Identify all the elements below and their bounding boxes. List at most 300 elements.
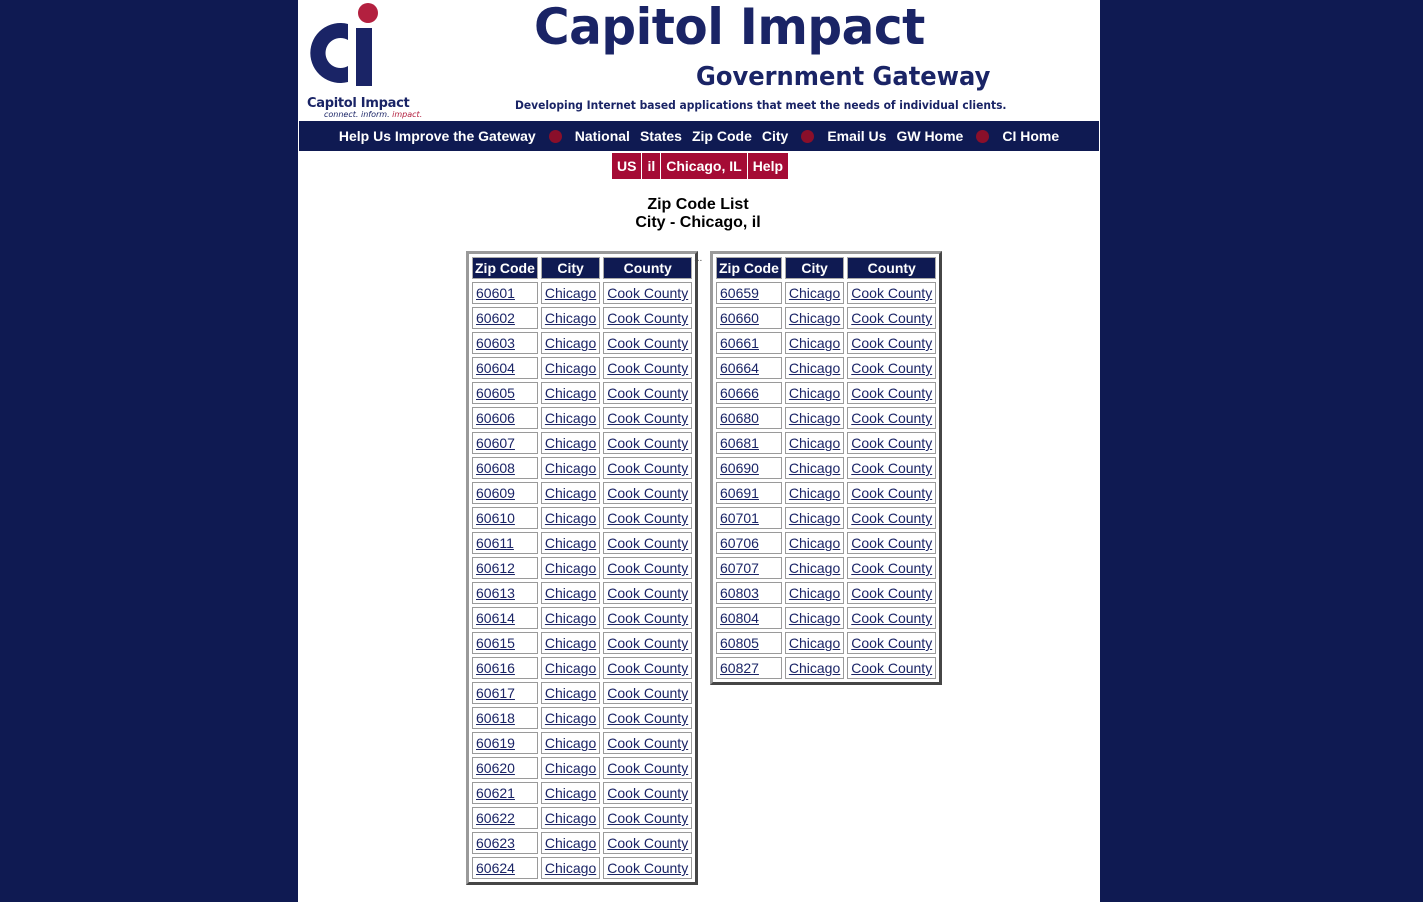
zip-link[interactable]: 60604 (476, 360, 515, 376)
county-link[interactable]: Cook County (851, 335, 933, 351)
table-cell (472, 382, 538, 404)
county-link[interactable]: Cook County (607, 310, 689, 326)
county-link[interactable]: Cook County (607, 360, 689, 376)
table-cell (603, 432, 692, 454)
zip-link[interactable]: 60623 (476, 835, 515, 851)
site-tagline: Developing Internet based applications that meet the needs of individual clients. (515, 98, 1007, 112)
city-link[interactable]: Chicago (544, 660, 597, 676)
zip-link[interactable]: 60681 (720, 435, 759, 451)
table-cell (603, 607, 692, 629)
table-cell (603, 507, 692, 529)
table-cell (716, 307, 782, 329)
table-cell (603, 857, 692, 879)
city-link[interactable]: Chicago (544, 385, 597, 401)
city-link[interactable]: Chicago (788, 635, 841, 651)
nav-bullet-icon (549, 130, 562, 143)
zip-link[interactable]: 60706 (720, 535, 759, 551)
table-cell (716, 332, 782, 354)
table-cell (472, 632, 538, 654)
zip-link[interactable]: 60608 (476, 460, 515, 476)
nav-zip-code[interactable]: Zip Code (691, 128, 752, 144)
column-header-zip: Zip Code (716, 257, 782, 279)
table-cell (603, 632, 692, 654)
breadcrumb-state[interactable]: il (642, 153, 661, 179)
table-cell (785, 657, 844, 679)
zip-link[interactable]: 60609 (476, 485, 515, 501)
table-row (716, 657, 936, 679)
county-link[interactable]: Cook County (851, 460, 933, 476)
city-link[interactable]: Chicago (788, 335, 841, 351)
county-link[interactable]: Cook County (851, 435, 933, 451)
city-link[interactable]: Chicago (544, 485, 597, 501)
table-row (716, 507, 936, 529)
county-link[interactable]: Cook County (607, 810, 689, 826)
zip-link[interactable]: 60827 (720, 660, 759, 676)
city-link[interactable]: Chicago (544, 535, 597, 551)
table-cell (472, 832, 538, 854)
zip-link[interactable]: 60804 (720, 610, 759, 626)
city-link[interactable]: Chicago (788, 435, 841, 451)
breadcrumb (612, 153, 788, 179)
site-subtitle: Government Gateway (696, 62, 991, 92)
city-link[interactable]: Chicago (544, 835, 597, 851)
table-cell (541, 657, 600, 679)
table-cell (541, 357, 600, 379)
table-cell (472, 457, 538, 479)
table-cell (472, 532, 538, 554)
table-row (472, 757, 692, 779)
table-cell (716, 582, 782, 604)
table-row (472, 782, 692, 804)
zip-table-left (466, 251, 698, 885)
table-cell (472, 407, 538, 429)
county-link[interactable]: Cook County (607, 760, 689, 776)
county-link[interactable]: Cook County (607, 785, 689, 801)
table-row (472, 532, 692, 554)
county-link[interactable]: Cook County (607, 435, 689, 451)
county-link[interactable]: Cook County (851, 610, 933, 626)
table-separator: ... (694, 253, 703, 264)
zip-link[interactable]: 60803 (720, 585, 759, 601)
table-row (716, 557, 936, 579)
nav-states[interactable]: States (639, 128, 682, 144)
city-link[interactable]: Chicago (788, 535, 841, 551)
nav-national[interactable]: National (574, 128, 630, 144)
table-cell (541, 857, 600, 879)
table-cell (716, 632, 782, 654)
county-link[interactable]: Cook County (607, 685, 689, 701)
county-link[interactable]: Cook County (607, 460, 689, 476)
county-link[interactable]: Cook County (607, 485, 689, 501)
table-cell (716, 382, 782, 404)
table-cell (847, 532, 936, 554)
table-cell (785, 457, 844, 479)
table-cell (785, 432, 844, 454)
table-row (716, 457, 936, 479)
county-link[interactable]: Cook County (851, 410, 933, 426)
table-cell (785, 307, 844, 329)
table-cell (716, 532, 782, 554)
table-cell (472, 557, 538, 579)
county-link[interactable]: Cook County (607, 410, 689, 426)
city-link[interactable]: Chicago (788, 485, 841, 501)
breadcrumb-help[interactable]: Help (748, 153, 788, 179)
column-header-county: County (847, 257, 936, 279)
main-nav (299, 121, 1099, 151)
zip-link[interactable]: 60620 (476, 760, 515, 776)
nav-improve-gateway[interactable]: Help Us Improve the Gateway (338, 128, 536, 144)
table-cell (472, 657, 538, 679)
nav-bullet-icon (976, 130, 989, 143)
table-cell (785, 557, 844, 579)
county-link[interactable]: Cook County (851, 285, 933, 301)
city-link[interactable]: Chicago (544, 735, 597, 751)
table-row (472, 407, 692, 429)
table-row (472, 482, 692, 504)
county-link[interactable]: Cook County (851, 510, 933, 526)
table-row (716, 332, 936, 354)
table-cell (603, 457, 692, 479)
zip-link[interactable]: 60660 (720, 310, 759, 326)
city-link[interactable]: Chicago (544, 635, 597, 651)
table-cell (541, 532, 600, 554)
zip-link[interactable]: 60610 (476, 510, 515, 526)
table-cell (472, 357, 538, 379)
table-cell (785, 532, 844, 554)
table-row (716, 282, 936, 304)
city-link[interactable]: Chicago (788, 460, 841, 476)
table-cell (603, 832, 692, 854)
city-link[interactable]: Chicago (544, 860, 597, 876)
table-cell (785, 507, 844, 529)
table-row (716, 432, 936, 454)
table-cell (785, 632, 844, 654)
table-cell (541, 382, 600, 404)
zip-link[interactable]: 60605 (476, 385, 515, 401)
table-cell (603, 707, 692, 729)
breadcrumb-us[interactable]: US (612, 153, 642, 179)
table-cell (541, 482, 600, 504)
nav-gw-home[interactable]: GW Home (896, 128, 964, 144)
table-cell (716, 457, 782, 479)
table-cell (847, 457, 936, 479)
table-cell (603, 382, 692, 404)
table-row (716, 382, 936, 404)
table-cell (472, 282, 538, 304)
county-link[interactable]: Cook County (851, 635, 933, 651)
county-link[interactable]: Cook County (607, 610, 689, 626)
table-cell (785, 407, 844, 429)
table-cell (603, 582, 692, 604)
logo-name: Capitol Impact (307, 96, 410, 111)
county-link[interactable]: Cook County (851, 385, 933, 401)
zip-link[interactable]: 60614 (476, 610, 515, 626)
zip-link[interactable]: 60701 (720, 510, 759, 526)
table-cell (603, 282, 692, 304)
site-header (298, 0, 1100, 121)
table-cell (472, 757, 538, 779)
table-cell (472, 607, 538, 629)
county-link[interactable]: Cook County (607, 735, 689, 751)
county-link[interactable]: Cook County (607, 660, 689, 676)
zip-link[interactable]: 60661 (720, 335, 759, 351)
table-cell (541, 707, 600, 729)
column-header-zip: Zip Code (472, 257, 538, 279)
nav-city[interactable]: City (761, 128, 789, 144)
table-cell (847, 607, 936, 629)
county-link[interactable]: Cook County (607, 335, 689, 351)
table-cell (541, 282, 600, 304)
zip-link[interactable]: 60615 (476, 635, 515, 651)
city-link[interactable]: Chicago (544, 610, 597, 626)
table-cell (716, 282, 782, 304)
ci-logo-icon (304, 2, 394, 97)
county-link[interactable]: Cook County (851, 360, 933, 376)
logo-tagline-part2: impact. (392, 110, 423, 119)
table-cell (603, 357, 692, 379)
table-row (472, 807, 692, 829)
city-link[interactable]: Chicago (544, 785, 597, 801)
logo-tagline-part1: connect. inform. (324, 110, 390, 119)
table-row (716, 582, 936, 604)
city-link[interactable]: Chicago (788, 310, 841, 326)
table-row (472, 657, 692, 679)
table-cell (847, 307, 936, 329)
zip-link[interactable]: 60707 (720, 560, 759, 576)
column-header-city: City (785, 257, 844, 279)
zip-link[interactable]: 60621 (476, 785, 515, 801)
table-cell (472, 807, 538, 829)
city-link[interactable]: Chicago (788, 560, 841, 576)
table-cell (603, 532, 692, 554)
table-cell (785, 482, 844, 504)
zip-link[interactable]: 60666 (720, 385, 759, 401)
county-link[interactable]: Cook County (607, 860, 689, 876)
column-header-city: City (541, 257, 600, 279)
table-cell (541, 832, 600, 854)
table-row (472, 607, 692, 629)
table-cell (785, 607, 844, 629)
table-cell (472, 857, 538, 879)
county-link[interactable]: Cook County (851, 310, 933, 326)
county-link[interactable]: Cook County (607, 585, 689, 601)
zip-link[interactable]: 60613 (476, 585, 515, 601)
zip-link[interactable]: 60618 (476, 710, 515, 726)
table-row (472, 632, 692, 654)
table-row (716, 482, 936, 504)
county-link[interactable]: Cook County (851, 485, 933, 501)
zip-link[interactable]: 60680 (720, 410, 759, 426)
table-cell (541, 682, 600, 704)
city-link[interactable]: Chicago (788, 410, 841, 426)
county-link[interactable]: Cook County (607, 535, 689, 551)
table-row (716, 357, 936, 379)
table-cell (603, 657, 692, 679)
table-row (716, 307, 936, 329)
table-cell (603, 807, 692, 829)
nav-email-us[interactable]: Email Us (827, 128, 887, 144)
table-row (472, 707, 692, 729)
zip-link[interactable]: 60616 (476, 660, 515, 676)
zip-link[interactable]: 60691 (720, 485, 759, 501)
zip-table-right (710, 251, 942, 685)
county-link[interactable]: Cook County (851, 560, 933, 576)
table-cell (785, 332, 844, 354)
table-cell (716, 432, 782, 454)
column-header-county: County (603, 257, 692, 279)
city-link[interactable]: Chicago (544, 410, 597, 426)
county-link[interactable]: Cook County (607, 285, 689, 301)
county-link[interactable]: Cook County (607, 710, 689, 726)
zip-link[interactable]: 60659 (720, 285, 759, 301)
table-cell (541, 732, 600, 754)
county-link[interactable]: Cook County (851, 535, 933, 551)
city-link[interactable]: Chicago (544, 585, 597, 601)
nav-bullet-icon (801, 130, 814, 143)
zip-link[interactable]: 60603 (476, 335, 515, 351)
city-link[interactable]: Chicago (544, 460, 597, 476)
city-link[interactable]: Chicago (544, 335, 597, 351)
table-cell (603, 307, 692, 329)
table-row (472, 332, 692, 354)
table-cell (847, 482, 936, 504)
table-cell (603, 482, 692, 504)
table-cell (541, 307, 600, 329)
table-cell (541, 407, 600, 429)
table-cell (785, 382, 844, 404)
zip-link[interactable]: 60606 (476, 410, 515, 426)
table-cell (847, 632, 936, 654)
zip-link[interactable]: 60619 (476, 735, 515, 751)
site-title: Capitol Impact (534, 0, 925, 56)
table-cell (847, 357, 936, 379)
table-cell (716, 507, 782, 529)
table-cell (472, 332, 538, 354)
zip-link[interactable]: 60601 (476, 285, 515, 301)
table-row (472, 507, 692, 529)
county-link[interactable]: Cook County (607, 835, 689, 851)
city-link[interactable]: Chicago (544, 710, 597, 726)
table-cell (541, 332, 600, 354)
table-cell (847, 657, 936, 679)
city-link[interactable]: Chicago (788, 610, 841, 626)
table-cell (541, 507, 600, 529)
table-row (472, 582, 692, 604)
table-row (472, 857, 692, 879)
table-row (472, 557, 692, 579)
zip-link[interactable]: 60622 (476, 810, 515, 826)
table-cell (847, 557, 936, 579)
table-row (472, 382, 692, 404)
table-cell (472, 782, 538, 804)
zip-link[interactable]: 60805 (720, 635, 759, 651)
table-cell (541, 582, 600, 604)
table-cell (847, 382, 936, 404)
county-link[interactable]: Cook County (851, 660, 933, 676)
table-cell (472, 732, 538, 754)
county-link[interactable]: Cook County (607, 635, 689, 651)
table-cell (603, 682, 692, 704)
county-link[interactable]: Cook County (851, 585, 933, 601)
county-link[interactable]: Cook County (607, 510, 689, 526)
city-link[interactable]: Chicago (788, 585, 841, 601)
table-cell (716, 557, 782, 579)
table-cell (472, 307, 538, 329)
logo-tagline (324, 110, 422, 119)
table-cell (847, 507, 936, 529)
table-cell (847, 432, 936, 454)
zip-link[interactable]: 60624 (476, 860, 515, 876)
table-row (472, 832, 692, 854)
table-cell (603, 557, 692, 579)
city-link[interactable]: Chicago (544, 360, 597, 376)
city-link[interactable]: Chicago (788, 660, 841, 676)
zip-link[interactable]: 60690 (720, 460, 759, 476)
zip-link[interactable]: 60612 (476, 560, 515, 576)
nav-ci-home[interactable]: CI Home (1002, 128, 1060, 144)
table-row (716, 607, 936, 629)
table-cell (716, 657, 782, 679)
city-link[interactable]: Chicago (544, 560, 597, 576)
city-link[interactable]: Chicago (544, 435, 597, 451)
table-cell (716, 407, 782, 429)
table-row (472, 682, 692, 704)
table-cell (603, 407, 692, 429)
table-cell (541, 432, 600, 454)
table-row (472, 732, 692, 754)
table-cell (541, 757, 600, 779)
table-cell (472, 582, 538, 604)
city-link[interactable]: Chicago (544, 510, 597, 526)
table-cell (785, 282, 844, 304)
breadcrumb-city[interactable]: Chicago, IL (661, 153, 747, 179)
table-cell (603, 732, 692, 754)
page-subtitle: City - Chicago, il (635, 214, 761, 231)
table-cell (847, 407, 936, 429)
city-link[interactable]: Chicago (788, 360, 841, 376)
table-cell (472, 707, 538, 729)
table-cell (541, 782, 600, 804)
city-link[interactable]: Chicago (544, 285, 597, 301)
city-link[interactable]: Chicago (788, 285, 841, 301)
table-row (472, 307, 692, 329)
table-cell (472, 682, 538, 704)
table-row (472, 432, 692, 454)
zip-link[interactable]: 60607 (476, 435, 515, 451)
table-row (472, 357, 692, 379)
county-link[interactable]: Cook County (607, 385, 689, 401)
table-cell (716, 482, 782, 504)
table-cell (847, 582, 936, 604)
zip-link[interactable]: 60617 (476, 685, 515, 701)
city-link[interactable]: Chicago (544, 810, 597, 826)
zip-link[interactable]: 60602 (476, 310, 515, 326)
city-link[interactable]: Chicago (788, 385, 841, 401)
city-link[interactable]: Chicago (788, 510, 841, 526)
capitol-impact-logo[interactable] (304, 2, 429, 120)
city-link[interactable]: Chicago (544, 310, 597, 326)
city-link[interactable]: Chicago (544, 685, 597, 701)
county-link[interactable]: Cook County (607, 560, 689, 576)
table-cell (541, 557, 600, 579)
table-cell (785, 582, 844, 604)
table-cell (541, 632, 600, 654)
zip-link[interactable]: 60664 (720, 360, 759, 376)
city-link[interactable]: Chicago (544, 760, 597, 776)
table-cell (472, 507, 538, 529)
zip-link[interactable]: 60611 (476, 535, 514, 551)
table-row (472, 457, 692, 479)
